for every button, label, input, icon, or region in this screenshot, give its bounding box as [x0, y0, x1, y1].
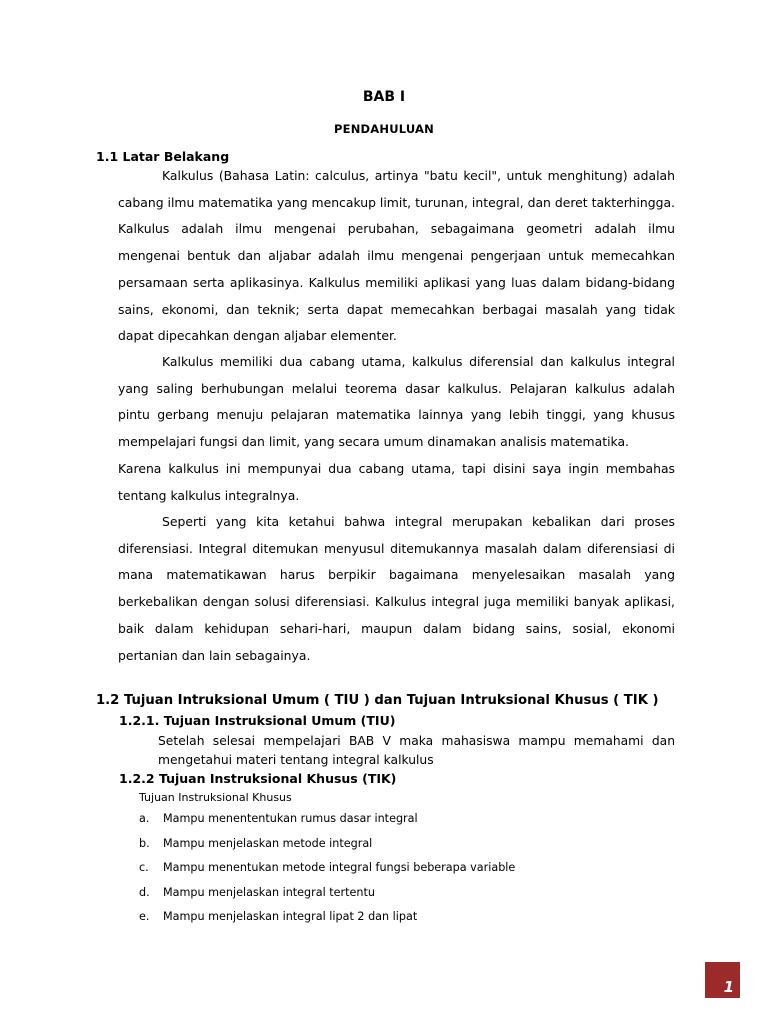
tiu-text: Setelah selesai mempelajari BAB V maka mahasiswa mampu memahami dan mengetahui materi tentang integral kalkulus	[158, 734, 675, 767]
tik-list-heading: Tujuan Instruksional Khusus	[139, 791, 292, 804]
list-item	[139, 837, 515, 862]
section-1-2-title: 1.2 Tujuan Intruksional Umum ( TIU ) dan Tujuan Intruksional Khusus ( TIK )	[96, 693, 659, 708]
list-item-text: Mampu menentukan metode integral fungsi beberapa variable	[163, 861, 516, 874]
list-item-text: Mampu menjelaskan integral lipat 2 dan lipat	[163, 910, 418, 923]
chapter-title: BAB I	[362, 89, 406, 105]
list-item-text: Mampu menjelaskan metode integral	[163, 836, 373, 850]
tiu-subsection-title: 1.2.1. Tujuan Instruksional Umum (TIU)	[119, 713, 396, 728]
paragraph: Kalkulus (Bahasa Latin: calculus, artinya "batu kecil", untuk menghitung) adalah cabang ilmu matematika yang mencakup limit, turunan, integral, dan deret takterhingga. Kalkulus adalah ilmu mengenai perubahan, sebagaimana geometri adalah ilmu mengenai bentuk dan aljabar adalah ilmu mengenai pengerjaan untuk memecahkan persamaan serta aplikasinya. Kalkulus memiliki aplikasi yang luas dalam bidang-bidang sains, ekonomi, dan teknik; serta dapat memecahkan berbagai masalah yang tidak dapat dipecahkan dengan aljabar elementer.	[118, 168, 675, 344]
paragraph: Kalkulus memiliki dua cabang utama, kalkulus diferensial dan kalkulus integral yang saling berhubungan melalui teorema dasar kalkulus. Pelajaran kalkulus adalah pintu gerbang menuju pelajaran matematika lainnya yang lebih tinggi, yang khusus mempelajari fungsi dan limit, yang secara umum dinamakan analisis matematika.	[118, 354, 675, 450]
list-item	[139, 812, 515, 837]
tik-list	[139, 812, 515, 935]
list-marker: e.	[139, 910, 150, 923]
list-marker: b.	[139, 836, 150, 850]
chapter-subtitle: PENDAHULUAN	[334, 122, 434, 136]
list-item-text: Mampu menjelaskan integral tertentu	[163, 885, 375, 899]
list-item-text: Mampu menententukan rumus dasar integral	[163, 812, 418, 825]
tik-subsection-title: 1.2.2 Tujuan Instruksional Khusus (TIK)	[119, 771, 397, 786]
section-1-1-title: 1.1 Latar Belakang	[96, 149, 230, 164]
paragraph: Seperti yang kita ketahui bahwa integral merupakan kebalikan dari proses diferensiasi. Integral ditemukan menyusul ditemukannya masalah dalam diferensiasi di mana matematikawan harus berpikir bagaimana menyelesaikan masalah yang berkebalikan dengan solusi diferensiasi. Kalkulus integral juga memiliki banyak aplikasi, baik dalam kehidupan sehari-hari, maupun dalam bidang sains, sosial, ekonomi pertanian dan lain sebagainya.	[118, 514, 675, 663]
list-marker: a.	[139, 812, 150, 825]
paragraph: Karena kalkulus ini mempunyai dua cabang utama, tapi disini saya ingin membahas tentang kalkulus integralnya.	[118, 461, 675, 503]
list-marker: c.	[139, 861, 149, 874]
list-item	[139, 886, 515, 911]
list-marker: d.	[139, 885, 150, 899]
list-item	[139, 910, 515, 935]
page-number-badge: 1	[705, 962, 740, 998]
list-item	[139, 861, 515, 886]
